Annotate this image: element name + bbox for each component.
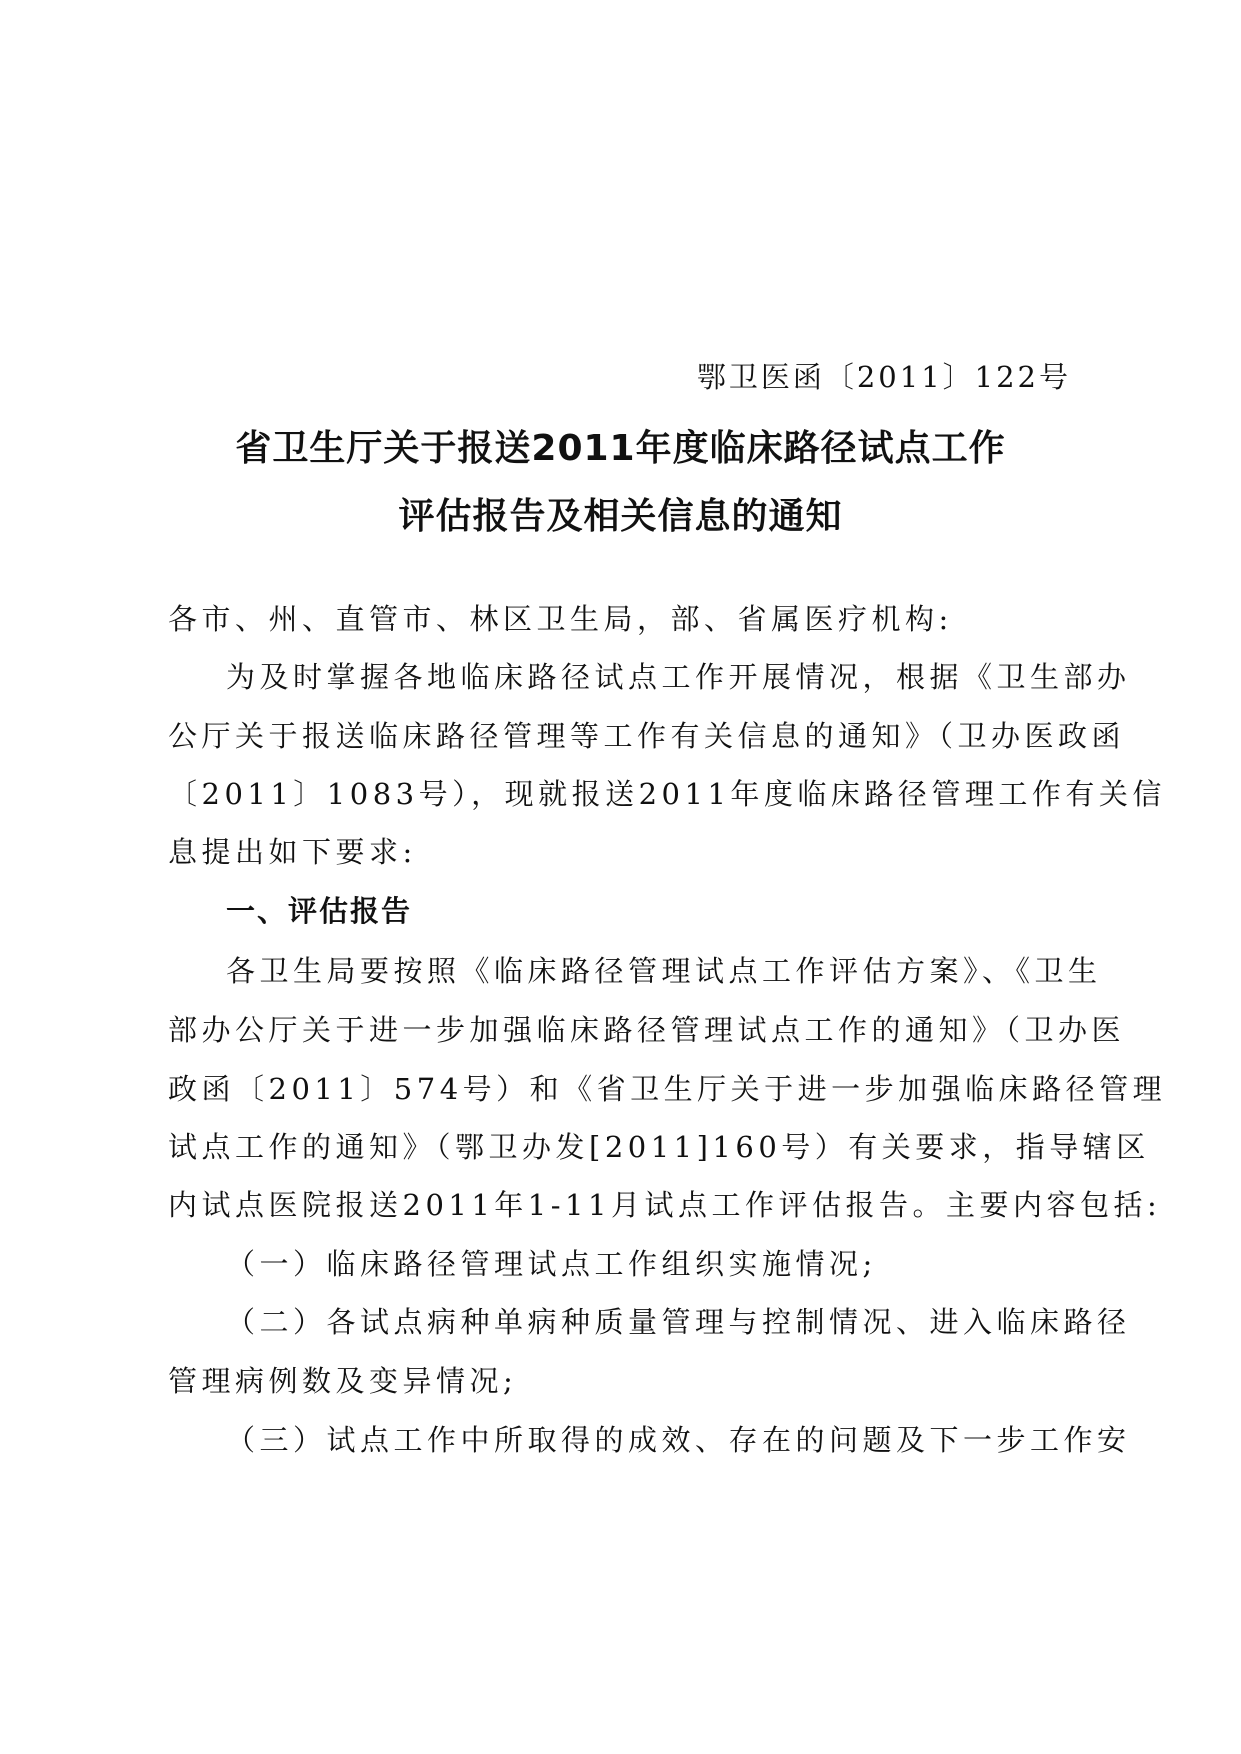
paragraph-2-line-4: 试点工作的通知》（鄂卫办发[2011]160号）有关要求，指导辖区 <box>168 1130 1150 1164</box>
list-item-2-line-1: （二）各试点病种单病种质量管理与控制情况、进入临床路径 <box>226 1305 1131 1339</box>
document-number: 鄂卫医函〔2011〕122号 <box>696 360 1071 394</box>
list-item-3-line-1: （三）试点工作中所取得的成效、存在的问题及下一步工作安 <box>226 1423 1131 1457</box>
paragraph-1-line-4: 息提出如下要求: <box>168 835 417 869</box>
document-title-line-1: 省卫生厅关于报送2011年度临床路径试点工作 <box>235 428 1006 469</box>
list-item-1: （一）临床路径管理试点工作组织实施情况; <box>226 1247 877 1281</box>
paragraph-1-line-1: 为及时掌握各地临床路径试点工作开展情况，根据《卫生部办 <box>226 660 1131 694</box>
paragraph-1-line-2: 公厅关于报送临床路径管理等工作有关信息的通知》（卫办医政函 <box>168 719 1126 753</box>
section-1-heading: 一、评估报告 <box>226 894 413 928</box>
paragraph-2-line-2: 部办公厅关于进一步加强临床路径管理试点工作的通知》（卫办医 <box>168 1013 1126 1047</box>
paragraph-2-line-3: 政函〔2011〕574号）和《省卫生厅关于进一步加强临床路径管理 <box>168 1072 1167 1106</box>
list-item-2-line-2: 管理病例数及变异情况; <box>168 1364 518 1398</box>
paragraph-2-line-1: 各卫生局要按照《临床路径管理试点工作评估方案》、《卫生 <box>226 954 1102 988</box>
paragraph-1-line-3: 〔2011〕1083号），现就报送2011年度临床路径管理工作有关信 <box>168 777 1166 811</box>
document-title-line-2: 评估报告及相关信息的通知 <box>398 496 843 537</box>
paragraph-2-line-5: 内试点医院报送2011年1-11月试点工作评估报告。主要内容包括: <box>168 1188 1162 1222</box>
addressee: 各市、州、直管市、林区卫生局，部、省属医疗机构: <box>168 602 953 636</box>
